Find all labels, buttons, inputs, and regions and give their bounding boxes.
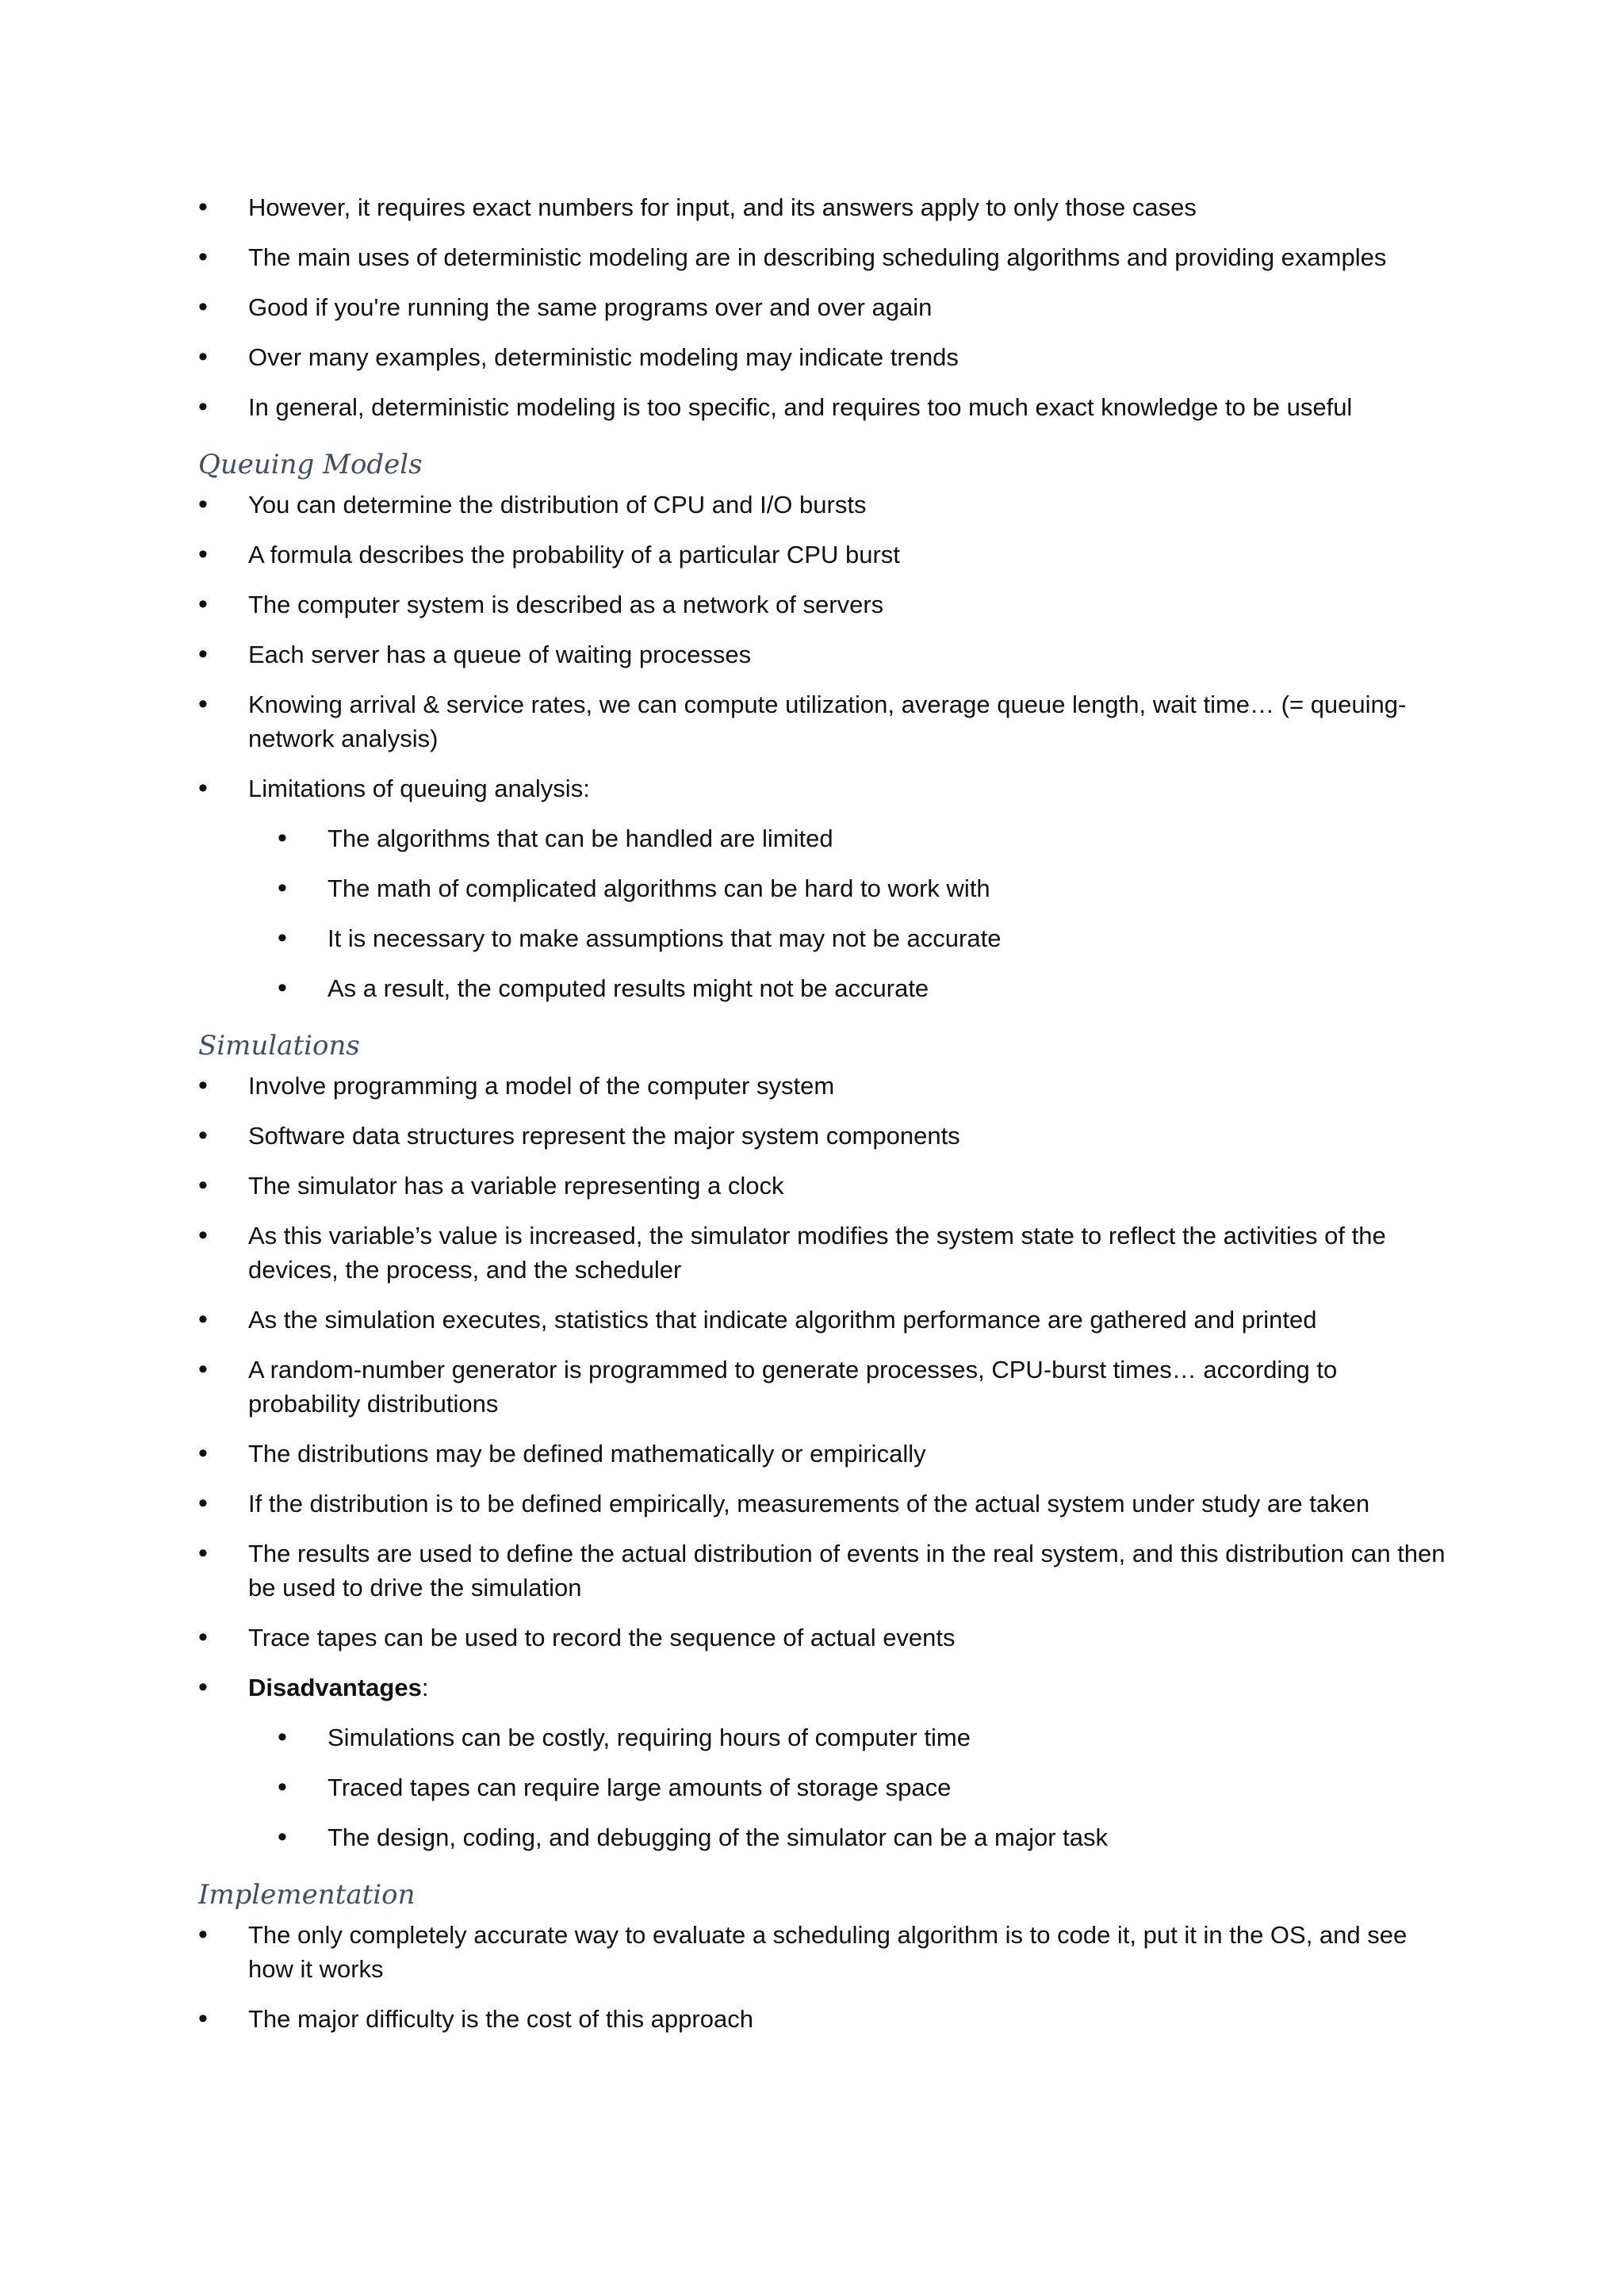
- list-item: • Over many examples, deterministic modeling may indicate trends: [198, 340, 1451, 374]
- list-item: • Software data structures represent the major system components: [198, 1119, 1451, 1153]
- list-item: • The simulator has a variable representing a clock: [198, 1169, 1451, 1203]
- simulations-heading: Simulations: [198, 1030, 360, 1062]
- list-item: • The only completely accurate way to evaluate a scheduling algorithm is to code it, put it in the OS, and see how it works: [198, 1918, 1451, 1986]
- list-item: • Each server has a queue of waiting processes: [198, 637, 1451, 672]
- sub-list-item: • Simulations can be costly, requiring hours of computer time: [278, 1720, 1451, 1755]
- list-item: • Trace tapes can be used to record the sequence of actual events: [198, 1621, 1451, 1655]
- list-item: • A formula describes the probability of a particular CPU burst: [198, 538, 1451, 572]
- sub-list-item: • It is necessary to make assumptions that may not be accurate: [278, 921, 1451, 955]
- sub-list-item: • The design, coding, and debugging of the simulator can be a major task: [278, 1820, 1451, 1854]
- list-item: • In general, deterministic modeling is too specific, and requires too much exact knowledge to be useful: [198, 390, 1451, 424]
- document-content: [198, 190, 1451, 2052]
- disadvantages-label: Disadvantages: [248, 1674, 422, 1701]
- queuing-models-list: [198, 488, 1451, 806]
- list-item: • The major difficulty is the cost of this approach: [198, 2002, 1451, 2036]
- list-item: • The results are used to define the actual distribution of events in the real system, and this distribution can then be used to drive the simulation: [198, 1536, 1451, 1605]
- list-item: • Limitations of queuing analysis:: [198, 771, 1451, 806]
- deterministic-modeling-list: [198, 190, 1451, 424]
- list-item: • A random-number generator is programmed to generate processes, CPU-burst times… according to probability distributions: [198, 1353, 1451, 1421]
- list-item: • Knowing arrival & service rates, we can compute utilization, average queue length, wait time… (= queuing-network analysis): [198, 687, 1451, 756]
- queuing-limitations-list: [278, 821, 1451, 1005]
- list-item: • The distributions may be defined mathematically or empirically: [198, 1437, 1451, 1471]
- list-item: • However, it requires exact numbers for input, and its answers apply to only those cases: [198, 190, 1451, 224]
- simulations-list: [198, 1069, 1451, 1705]
- implementation-heading: Implementation: [198, 1879, 416, 1911]
- list-item: • You can determine the distribution of CPU and I/O bursts: [198, 488, 1451, 522]
- list-item: • The main uses of deterministic modeling are in describing scheduling algorithms and providing examples: [198, 240, 1451, 274]
- disadvantages-item: [198, 1670, 1451, 1705]
- sub-list-item: • The algorithms that can be handled are limited: [278, 821, 1451, 855]
- list-item: • As this variable’s value is increased, the simulator modifies the system state to reflect the activities of the devices, the process, and the scheduler: [198, 1219, 1451, 1287]
- sub-list-item: • As a result, the computed results might not be accurate: [278, 971, 1451, 1005]
- sub-list-item: • Traced tapes can require large amounts of storage space: [278, 1770, 1451, 1804]
- list-item: • As the simulation executes, statistics that indicate algorithm performance are gathered and printed: [198, 1303, 1451, 1337]
- list-item: • Involve programming a model of the computer system: [198, 1069, 1451, 1103]
- queuing-models-heading: Queuing Models: [198, 449, 423, 480]
- list-item: • Good if you're running the same programs over and over again: [198, 290, 1451, 324]
- implementation-list: [198, 1918, 1451, 2036]
- disadvantages-colon: :: [421, 1674, 429, 1701]
- list-item: • The computer system is described as a network of servers: [198, 587, 1451, 622]
- list-item: • If the distribution is to be defined empirically, measurements of the actual system under study are taken: [198, 1487, 1451, 1521]
- simulations-disadvantages-list: [278, 1720, 1451, 1854]
- sub-list-item: • The math of complicated algorithms can be hard to work with: [278, 871, 1451, 905]
